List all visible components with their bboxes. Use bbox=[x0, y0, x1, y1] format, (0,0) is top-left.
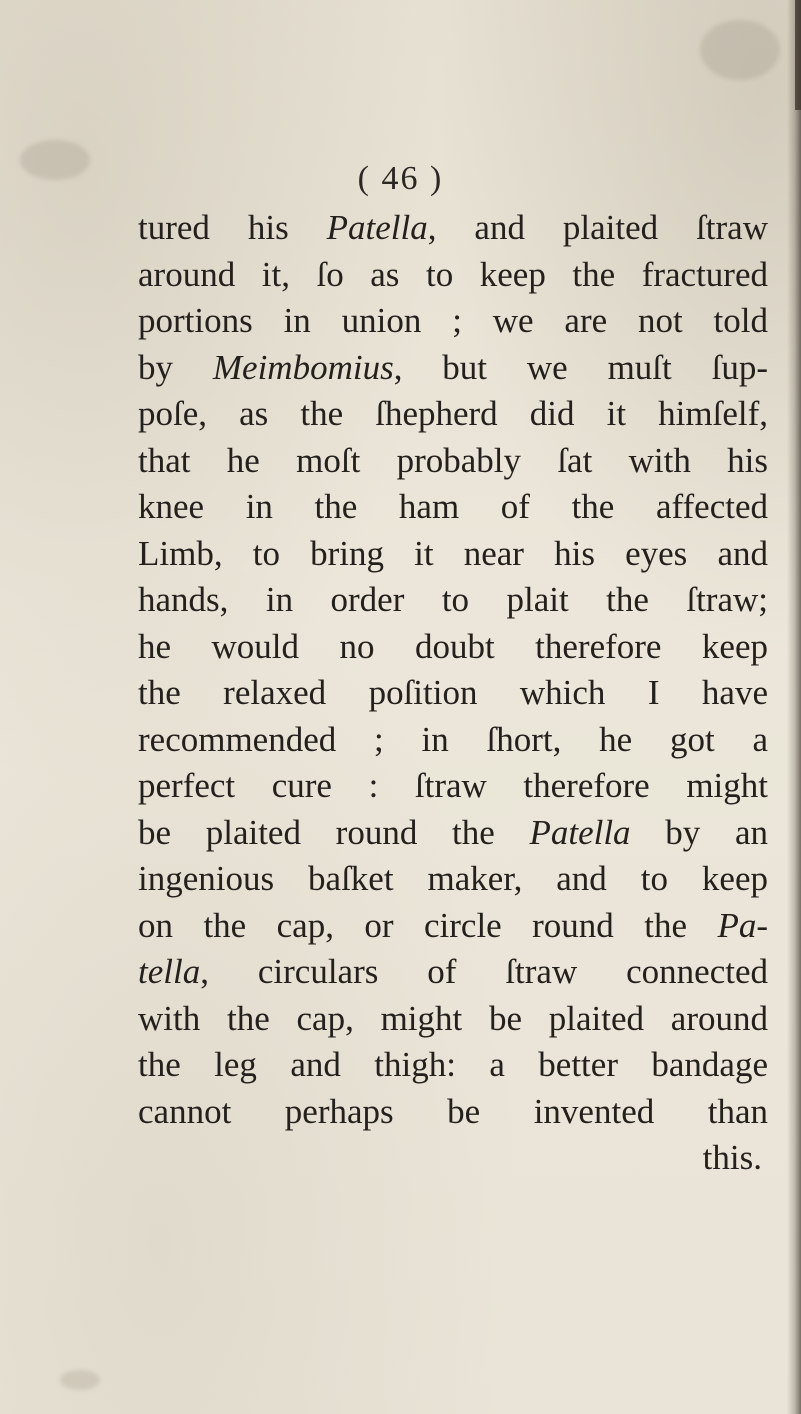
text-run: tured his bbox=[138, 208, 327, 247]
text-line bbox=[138, 252, 768, 299]
text-line bbox=[138, 484, 768, 531]
text-run: recommended ; in ſhort, he got a bbox=[138, 719, 768, 759]
text-run: by bbox=[138, 347, 213, 387]
text-run: on the cap, or circle round the bbox=[138, 905, 718, 945]
text-run: poſe, as the ſhepherd did it himſelf, bbox=[138, 394, 768, 433]
text-line bbox=[138, 1042, 768, 1089]
text-run: he would no doubt therefore keep bbox=[138, 626, 768, 666]
text-run: around it, ſo as to keep the fractured bbox=[138, 254, 768, 294]
text-line bbox=[138, 345, 768, 392]
text-run: , but we muſt ſup- bbox=[393, 347, 768, 387]
text-run: that he moſt probably ſat with his bbox=[138, 440, 768, 480]
text-run: , circulars of ſtraw connected bbox=[200, 952, 768, 991]
text-line bbox=[138, 577, 768, 624]
text-run: the relaxed poſition which I have bbox=[138, 673, 768, 712]
text-run: this. bbox=[702, 1138, 762, 1177]
page-edge-shadow bbox=[787, 0, 801, 1414]
text-line bbox=[138, 624, 768, 671]
text-line bbox=[138, 205, 768, 252]
text-run: , and plaited ſtraw bbox=[427, 208, 768, 247]
text-run: Limb, to bring it near his eyes and bbox=[138, 533, 768, 573]
italic-text: Patella bbox=[326, 208, 428, 247]
text-line bbox=[138, 1089, 768, 1136]
text-run: by an bbox=[630, 812, 768, 852]
paper-stain bbox=[60, 1370, 100, 1390]
text-run: ingenious baſket maker, and to keep bbox=[138, 859, 768, 898]
italic-text: Pa- bbox=[717, 905, 768, 945]
page-number: ( 46 ) bbox=[357, 160, 444, 197]
text-run: knee in the ham of the affected bbox=[138, 487, 768, 526]
italic-text: tella bbox=[138, 952, 201, 991]
text-line bbox=[138, 717, 768, 764]
text-run: be plaited round the bbox=[138, 812, 530, 852]
text-line bbox=[138, 391, 768, 438]
text-run: portions in union ; we are not told bbox=[138, 301, 768, 340]
text-line bbox=[138, 856, 768, 903]
text-run: the leg and thigh: a better bandage bbox=[138, 1045, 768, 1084]
text-line bbox=[138, 996, 768, 1043]
text-line bbox=[138, 1135, 768, 1182]
text-line bbox=[138, 531, 768, 578]
text-line bbox=[138, 903, 768, 950]
paper-stain bbox=[700, 20, 780, 80]
text-run: cannot perhaps be invented than bbox=[138, 1091, 768, 1131]
page-edge-binding bbox=[795, 0, 801, 110]
italic-text: Meimbomius bbox=[212, 347, 394, 387]
text-run: with the cap, might be plaited around bbox=[138, 998, 768, 1038]
body-text bbox=[138, 205, 768, 1182]
text-line bbox=[138, 763, 768, 810]
text-line bbox=[138, 298, 768, 345]
text-run: perfect cure : ſtraw therefore might bbox=[138, 766, 768, 805]
italic-text: Patella bbox=[529, 812, 631, 852]
text-run: hands, in order to plait the ſtraw; bbox=[138, 580, 768, 619]
text-line bbox=[138, 810, 768, 857]
text-line bbox=[138, 438, 768, 485]
text-line bbox=[138, 949, 768, 996]
text-line bbox=[138, 670, 768, 717]
